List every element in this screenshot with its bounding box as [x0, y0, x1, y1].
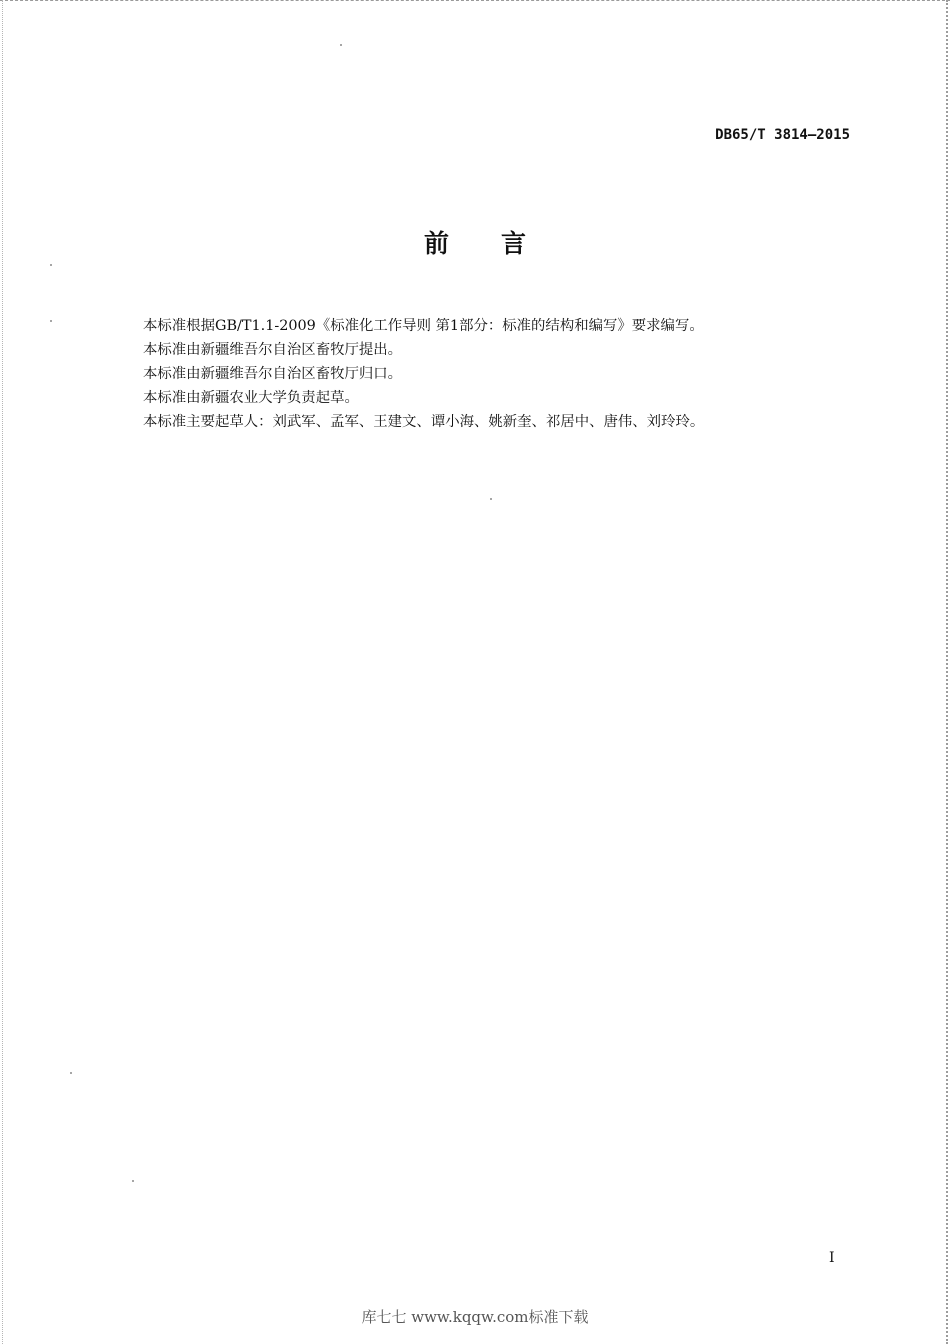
scan-speck [132, 1180, 134, 1182]
foreword-line: 本标准主要起草人：刘武军、孟军、王建文、谭小海、姚新奎、祁居中、唐伟、刘玲玲。 [143, 414, 705, 430]
footer-watermark: 库七七 www.kqqw.com标准下载 [361, 1308, 589, 1326]
scan-speck [50, 320, 52, 322]
foreword-line: 本标准由新疆农业大学负责起草。 [143, 390, 359, 406]
standard-code: DB65/T 3814—2015 [715, 127, 850, 143]
scan-edge-right [942, 0, 948, 1344]
title-char-2: 言 [501, 229, 527, 258]
scan-edge-top [0, 0, 950, 6]
foreword-line: 本标准根据GB/T1.1-2009《标准化工作导则 第1部分：标准的结构和编写》要求编写。 [143, 318, 704, 334]
scan-speck [50, 264, 52, 266]
scan-speck [490, 498, 492, 500]
page-number: I [829, 1250, 835, 1266]
scan-speck [70, 1072, 72, 1074]
foreword-line: 本标准由新疆维吾尔自治区畜牧厅提出。 [143, 342, 403, 358]
scan-speck [340, 44, 342, 46]
title-char-1: 前 [423, 229, 449, 258]
page-title [0, 224, 950, 260]
foreword-line: 本标准由新疆维吾尔自治区畜牧厅归口。 [143, 366, 403, 382]
scan-edge-left [2, 0, 5, 1344]
foreword-body [143, 314, 843, 434]
